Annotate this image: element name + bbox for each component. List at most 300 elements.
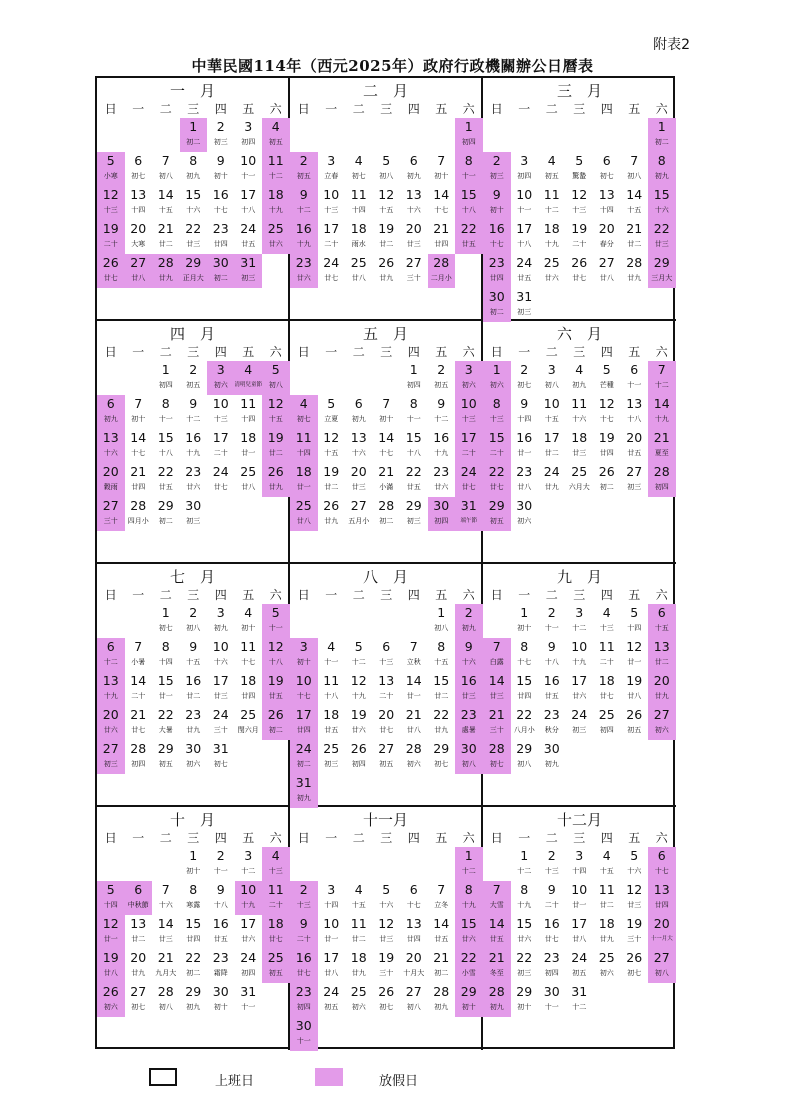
day-number: 1 xyxy=(409,362,418,377)
month-title: 八 月 xyxy=(362,568,408,586)
day-number: 22 xyxy=(185,950,202,965)
lunar-date: 初六 xyxy=(213,381,228,389)
holiday-day-cell xyxy=(455,220,483,254)
day-number: 19 xyxy=(571,221,588,236)
day-number: 10 xyxy=(460,396,477,411)
day-number: 4 xyxy=(271,848,280,863)
day-number: 27 xyxy=(405,984,422,999)
lunar-date: 初四 xyxy=(296,1003,311,1011)
workday-day-cell xyxy=(152,152,180,186)
lunar-date: 初四 xyxy=(241,138,256,146)
day-number: 11 xyxy=(240,396,257,411)
weekday-label: 四 xyxy=(600,102,613,116)
workday-day-cell xyxy=(593,361,621,395)
holiday-day-cell xyxy=(290,706,318,740)
workday-day-cell xyxy=(428,186,456,220)
lunar-date: 十七 xyxy=(517,658,532,666)
day-number: 14 xyxy=(488,916,505,931)
day-number: 11 xyxy=(295,430,312,445)
holiday-day-cell xyxy=(428,497,456,531)
lunar-date: 十九 xyxy=(186,449,201,457)
day-number: 24 xyxy=(212,464,229,479)
workday-day-cell xyxy=(621,881,649,915)
day-number: 16 xyxy=(488,221,505,236)
workday-day-cell xyxy=(621,186,649,220)
day-number: 16 xyxy=(185,430,202,445)
workday-day-cell xyxy=(621,638,649,672)
day-number: 2 xyxy=(216,119,225,134)
lunar-date: 初九 xyxy=(103,415,118,423)
holiday-day-cell xyxy=(290,983,318,1017)
day-number: 21 xyxy=(433,950,450,965)
workday-day-cell xyxy=(152,740,180,774)
legend xyxy=(0,1068,785,1092)
holiday-day-cell xyxy=(483,638,511,672)
workday-day-cell xyxy=(235,847,263,881)
day-number: 22 xyxy=(460,221,477,236)
day-number: 24 xyxy=(323,984,340,999)
holiday-day-cell xyxy=(483,463,511,497)
workday-day-cell xyxy=(428,915,456,949)
lunar-date: 初九 xyxy=(654,172,669,180)
day-number: 19 xyxy=(102,950,119,965)
day-number: 27 xyxy=(405,255,422,270)
weekday-label: 三 xyxy=(187,102,200,116)
workday-day-cell xyxy=(125,983,153,1017)
workday-day-cell xyxy=(235,152,263,186)
workday-day-cell xyxy=(373,740,401,774)
workday-day-cell xyxy=(511,152,539,186)
holiday-day-cell xyxy=(97,220,125,254)
day-number: 3 xyxy=(327,153,336,168)
day-number: 13 xyxy=(102,673,119,688)
holiday-day-cell xyxy=(262,429,290,463)
lunar-date: 初八 xyxy=(517,760,532,768)
workday-day-cell xyxy=(373,429,401,463)
lunar-date: 十二 xyxy=(241,867,256,875)
lunar-date: 十四 xyxy=(296,449,311,457)
lunar-date: 十六 xyxy=(186,206,201,214)
workday-day-cell xyxy=(318,254,346,288)
lunar-date: 廿二 xyxy=(627,240,642,248)
workday-day-cell xyxy=(125,152,153,186)
workday-day-cell xyxy=(235,915,263,949)
day-number: 14 xyxy=(405,673,422,688)
day-number: 25 xyxy=(267,950,284,965)
day-number: 27 xyxy=(350,498,367,513)
lunar-date: 十六 xyxy=(103,449,118,457)
workday-day-cell xyxy=(566,604,594,638)
day-number: 1 xyxy=(520,605,529,620)
lunar-date: 廿五 xyxy=(461,240,476,248)
weekday-header xyxy=(97,343,288,359)
holiday-day-cell xyxy=(483,220,511,254)
day-number: 26 xyxy=(626,950,643,965)
day-number: 23 xyxy=(433,464,450,479)
holiday-day-cell xyxy=(262,361,290,395)
weekday-label: 四 xyxy=(407,102,420,116)
month-title: 六 月 xyxy=(556,325,602,343)
month-title: 十二月 xyxy=(556,811,602,829)
day-number: 20 xyxy=(130,950,147,965)
day-number: 17 xyxy=(323,950,340,965)
day-number: 20 xyxy=(405,950,422,965)
holiday-day-cell xyxy=(455,847,483,881)
day-number: 28 xyxy=(130,498,147,513)
lunar-date: 十二 xyxy=(544,206,559,214)
workday-day-cell xyxy=(235,186,263,220)
holiday-day-cell xyxy=(97,186,125,220)
lunar-date: 廿七 xyxy=(324,274,339,282)
day-number: 17 xyxy=(240,187,257,202)
day-number: 11 xyxy=(267,882,284,897)
day-number: 12 xyxy=(323,430,340,445)
workday-day-cell xyxy=(125,429,153,463)
workday-day-cell xyxy=(593,604,621,638)
lunar-date: 初三 xyxy=(489,172,504,180)
lunar-date: 廿一 xyxy=(627,658,642,666)
day-number: 12 xyxy=(598,396,615,411)
workday-day-cell xyxy=(373,915,401,949)
lunar-date: 初九 xyxy=(572,381,587,389)
day-number: 30 xyxy=(433,498,450,513)
day-number: 3 xyxy=(327,882,336,897)
weekday-label: 一 xyxy=(518,345,531,359)
workday-day-cell xyxy=(538,638,566,672)
holiday-day-cell xyxy=(648,254,676,288)
lunar-date: 初八 xyxy=(434,624,449,632)
workday-day-cell xyxy=(235,604,263,638)
day-number: 17 xyxy=(240,916,257,931)
workday-day-cell xyxy=(345,983,373,1017)
day-number: 19 xyxy=(267,673,284,688)
day-number: 13 xyxy=(130,187,147,202)
day-number: 14 xyxy=(130,430,147,445)
month-title: 十 月 xyxy=(169,811,215,829)
day-number: 16 xyxy=(433,430,450,445)
weekday-header xyxy=(483,343,676,359)
lunar-date: 十一 xyxy=(241,1003,256,1011)
lunar-date: 初九 xyxy=(461,624,476,632)
workday-day-cell xyxy=(207,429,235,463)
day-number: 4 xyxy=(244,605,253,620)
day-number: 22 xyxy=(516,950,533,965)
lunar-date: 廿八 xyxy=(599,274,614,282)
day-number: 11 xyxy=(350,187,367,202)
lunar-date: 初九 xyxy=(351,415,366,423)
day-number: 7 xyxy=(161,882,170,897)
lunar-date: 十七 xyxy=(489,240,504,248)
workday-day-cell xyxy=(593,638,621,672)
lunar-date: 十六 xyxy=(406,206,421,214)
lunar-date: 十四 xyxy=(324,901,339,909)
weekday-header xyxy=(290,829,481,845)
day-number: 25 xyxy=(350,984,367,999)
lunar-date: 廿四 xyxy=(489,274,504,282)
workday-day-cell xyxy=(428,361,456,395)
day-number: 15 xyxy=(653,187,670,202)
day-number: 3 xyxy=(547,362,556,377)
day-number: 29 xyxy=(516,984,533,999)
day-number: 3 xyxy=(520,153,529,168)
lunar-date: 初十 xyxy=(186,867,201,875)
lunar-date: 白露 xyxy=(489,658,504,666)
lunar-date: 廿二 xyxy=(158,240,173,248)
lunar-date: 廿六 xyxy=(517,935,532,943)
lunar-date: 廿八 xyxy=(627,692,642,700)
lunar-date: 初九 xyxy=(434,1003,449,1011)
day-number: 13 xyxy=(405,916,422,931)
workday-day-cell xyxy=(152,429,180,463)
workday-day-cell xyxy=(511,672,539,706)
holiday-day-cell xyxy=(262,186,290,220)
holiday-day-cell xyxy=(262,638,290,672)
workday-day-cell xyxy=(511,220,539,254)
day-number: 1 xyxy=(657,119,666,134)
lunar-date: 十二 xyxy=(517,867,532,875)
lunar-date: 廿五 xyxy=(489,935,504,943)
holiday-label: 放假日 xyxy=(379,1074,419,1089)
day-number: 7 xyxy=(630,153,639,168)
lunar-date: 小暑 xyxy=(131,658,146,666)
workday-day-cell xyxy=(345,186,373,220)
workday-day-cell xyxy=(235,118,263,152)
day-number: 19 xyxy=(267,430,284,445)
weekday-label: 五 xyxy=(628,345,641,359)
workday-day-cell xyxy=(538,706,566,740)
day-number: 10 xyxy=(571,639,588,654)
day-number: 8 xyxy=(161,639,170,654)
lunar-date: 穀雨 xyxy=(103,483,118,491)
workday-day-cell xyxy=(125,186,153,220)
day-number: 12 xyxy=(102,187,119,202)
workday-day-cell xyxy=(345,949,373,983)
weekday-label: 六 xyxy=(462,102,475,116)
day-number: 25 xyxy=(295,498,312,513)
day-number: 31 xyxy=(295,775,312,790)
day-number: 6 xyxy=(382,639,391,654)
lunar-date: 十四 xyxy=(241,415,256,423)
holiday-day-cell xyxy=(455,429,483,463)
lunar-date: 廿六 xyxy=(186,483,201,491)
holiday-day-cell xyxy=(648,604,676,638)
workday-day-cell xyxy=(207,463,235,497)
lunar-date: 十七 xyxy=(599,415,614,423)
day-number: 25 xyxy=(598,707,615,722)
weekday-label: 日 xyxy=(104,102,117,116)
day-number: 20 xyxy=(598,221,615,236)
workday-day-cell xyxy=(538,186,566,220)
workday-day-cell xyxy=(428,638,456,672)
lunar-date: 立春 xyxy=(324,172,339,180)
lunar-date: 十四 xyxy=(572,867,587,875)
lunar-date: 立夏 xyxy=(324,415,339,423)
lunar-date: 廿七 xyxy=(103,274,118,282)
weekday-label: 六 xyxy=(269,831,282,845)
workday-day-cell xyxy=(511,847,539,881)
lunar-date: 二十 xyxy=(213,449,228,457)
workday-day-cell xyxy=(235,429,263,463)
day-number: 12 xyxy=(267,396,284,411)
day-number: 15 xyxy=(488,430,505,445)
day-number: 7 xyxy=(492,639,501,654)
lunar-date: 廿五 xyxy=(627,449,642,457)
day-number: 24 xyxy=(323,255,340,270)
lunar-date: 廿二 xyxy=(351,935,366,943)
lunar-date: 初四 xyxy=(434,517,449,525)
lunar-date: 十六 xyxy=(158,901,173,909)
workday-day-cell xyxy=(428,881,456,915)
day-number: 14 xyxy=(378,430,395,445)
workday-day-cell xyxy=(373,497,401,531)
lunar-date: 廿八 xyxy=(572,935,587,943)
day-number: 23 xyxy=(543,950,560,965)
workday-day-cell xyxy=(345,429,373,463)
lunar-date: 十六 xyxy=(654,206,669,214)
day-number: 11 xyxy=(323,673,340,688)
month-title: 二 月 xyxy=(362,82,408,100)
lunar-date: 五月小 xyxy=(348,517,370,525)
lunar-date: 廿四 xyxy=(434,240,449,248)
lunar-date: 廿九 xyxy=(158,274,173,282)
weekday-label: 日 xyxy=(297,345,310,359)
lunar-date: 廿二 xyxy=(599,901,614,909)
holiday-day-cell xyxy=(290,186,318,220)
weekday-label: 一 xyxy=(325,345,338,359)
lunar-date: 初八 xyxy=(406,1003,421,1011)
holiday-day-cell xyxy=(455,740,483,774)
lunar-date: 春分 xyxy=(599,240,614,248)
weekday-label: 四 xyxy=(407,831,420,845)
day-number: 1 xyxy=(189,848,198,863)
day-number: 18 xyxy=(350,221,367,236)
day-number: 8 xyxy=(161,396,170,411)
lunar-date: 初八 xyxy=(158,172,173,180)
day-number: 11 xyxy=(543,187,560,202)
day-number: 4 xyxy=(299,396,308,411)
weekday-header xyxy=(290,586,481,602)
holiday-day-cell xyxy=(97,740,125,774)
lunar-date: 廿六 xyxy=(241,935,256,943)
day-number: 12 xyxy=(626,639,643,654)
lunar-date: 初六 xyxy=(599,969,614,977)
lunar-date: 廿六 xyxy=(103,726,118,734)
day-number: 23 xyxy=(516,464,533,479)
month-title: 一 月 xyxy=(169,82,215,100)
day-number: 30 xyxy=(516,498,533,513)
lunar-date: 初九 xyxy=(489,1003,504,1011)
lunar-date: 三十 xyxy=(379,969,394,977)
day-number: 27 xyxy=(598,255,615,270)
lunar-date: 中秋節 xyxy=(127,901,149,909)
holiday-day-cell xyxy=(483,672,511,706)
workday-day-cell xyxy=(152,395,180,429)
weekday-label: 一 xyxy=(325,831,338,845)
lunar-date: 初五 xyxy=(268,969,283,977)
workday-day-cell xyxy=(593,949,621,983)
day-number: 14 xyxy=(653,396,670,411)
workday-day-cell xyxy=(180,847,208,881)
day-number: 18 xyxy=(240,430,257,445)
workday-day-cell xyxy=(318,983,346,1017)
annex-label: 附表2 xyxy=(653,37,690,53)
workday-day-cell xyxy=(511,706,539,740)
day-number: 30 xyxy=(185,741,202,756)
lunar-date: 初五 xyxy=(158,760,173,768)
weekday-label: 日 xyxy=(490,831,503,845)
lunar-date: 秋分 xyxy=(544,726,559,734)
holiday-day-cell xyxy=(455,463,483,497)
day-number: 31 xyxy=(516,289,533,304)
workday-day-cell xyxy=(152,220,180,254)
workday-day-cell xyxy=(621,604,649,638)
day-number: 30 xyxy=(295,1018,312,1033)
lunar-date: 廿七 xyxy=(131,726,146,734)
weekday-label: 二 xyxy=(159,588,172,602)
weekday-label: 日 xyxy=(297,588,310,602)
day-number: 18 xyxy=(295,464,312,479)
day-number: 18 xyxy=(350,950,367,965)
lunar-date: 廿八 xyxy=(351,274,366,282)
day-number: 2 xyxy=(299,153,308,168)
workday-day-cell xyxy=(621,220,649,254)
lunar-date: 廿四 xyxy=(406,935,421,943)
day-number: 19 xyxy=(626,916,643,931)
weekday-label: 二 xyxy=(545,102,558,116)
lunar-date: 十七 xyxy=(434,206,449,214)
workday-day-cell xyxy=(621,672,649,706)
lunar-date: 二十 xyxy=(461,449,476,457)
month-title: 七 月 xyxy=(169,568,215,586)
day-number: 25 xyxy=(598,950,615,965)
day-number: 15 xyxy=(405,430,422,445)
workday-day-cell xyxy=(373,152,401,186)
day-number: 15 xyxy=(516,673,533,688)
workday-day-cell xyxy=(511,186,539,220)
day-number: 18 xyxy=(598,673,615,688)
lunar-date: 二十 xyxy=(324,240,339,248)
workday-day-cell xyxy=(400,881,428,915)
holiday-day-cell xyxy=(455,949,483,983)
workday-day-cell xyxy=(400,638,428,672)
month-title: 十一月 xyxy=(362,811,408,829)
holiday-day-cell xyxy=(428,254,456,288)
day-number: 7 xyxy=(382,396,391,411)
workday-day-cell xyxy=(400,497,428,531)
lunar-date: 十三 xyxy=(296,901,311,909)
workday-day-cell xyxy=(152,186,180,220)
day-number: 28 xyxy=(488,984,505,999)
lunar-date: 廿六 xyxy=(572,692,587,700)
day-number: 17 xyxy=(571,916,588,931)
lunar-date: 十三 xyxy=(103,206,118,214)
lunar-date: 二十 xyxy=(599,658,614,666)
workday-day-cell xyxy=(593,152,621,186)
lunar-date: 廿四 xyxy=(186,935,201,943)
lunar-date: 十二 xyxy=(268,172,283,180)
workday-day-cell xyxy=(511,254,539,288)
day-number: 2 xyxy=(464,605,473,620)
lunar-date: 初六 xyxy=(103,1003,118,1011)
lunar-date: 初四 xyxy=(654,483,669,491)
lunar-date: 十五 xyxy=(599,867,614,875)
day-number: 10 xyxy=(240,882,257,897)
weekday-header xyxy=(483,829,676,845)
lunar-date: 十三 xyxy=(489,415,504,423)
day-number: 26 xyxy=(626,707,643,722)
weekday-header xyxy=(483,100,676,116)
day-number: 21 xyxy=(405,707,422,722)
